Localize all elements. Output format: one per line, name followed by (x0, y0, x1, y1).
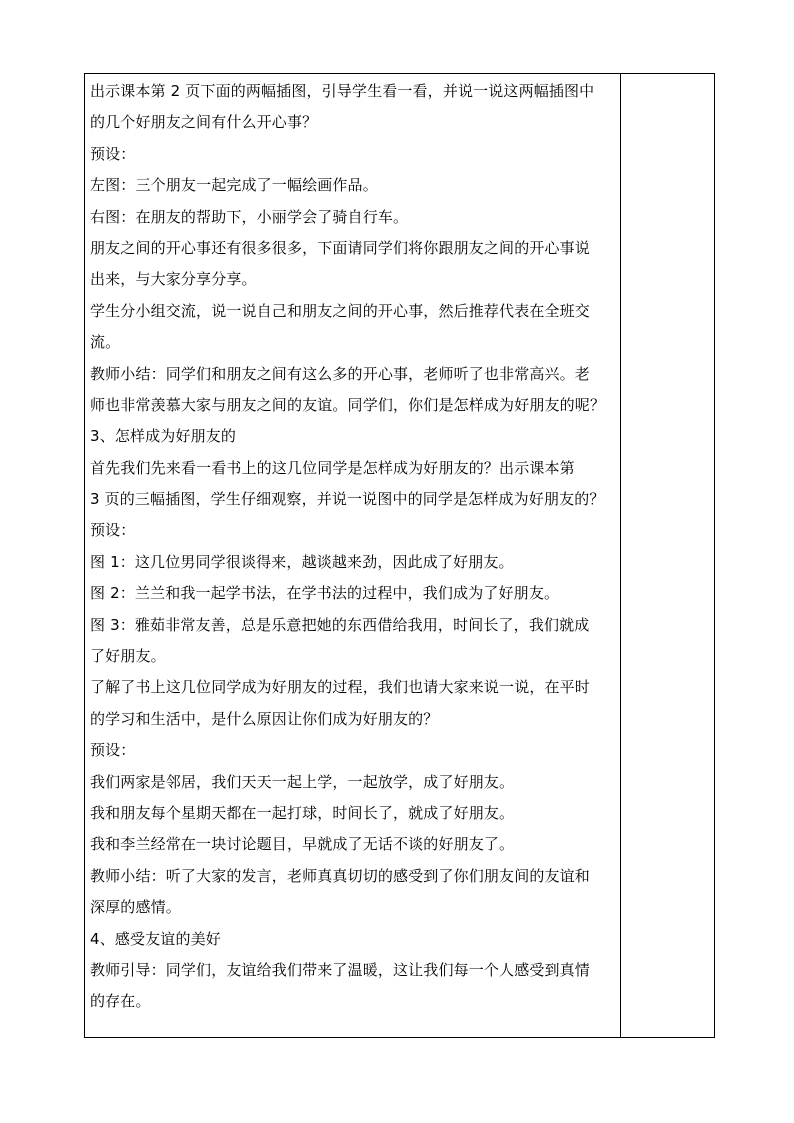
text-line: 我和朋友每个星期天都在一起打球，时间长了，就成了好朋友。 (90, 803, 515, 822)
text-line: 图 3：雅茹非常友善，总是乐意把她的东西借给我用，时间长了，我们就成 (90, 615, 590, 634)
text-line: 出示课本第 2 页下面的两幅插图，引导学生看一看，并说一说这两幅插图中 (90, 82, 595, 100)
text-line: 了好朋友。 (90, 647, 166, 666)
text-line: 教师小结：同学们和朋友之间有这么多的开心事，老师听了也非常高兴。老 (90, 364, 590, 383)
text-line: 教师小结：听了大家的发言，老师真真切切的感受到了你们朋友间的友谊和 (90, 866, 590, 885)
text-line: 朋友之间的开心事还有很多很多，下面请同学们将你跟朋友之间的开心事说 (90, 238, 590, 257)
text-line: 的学习和生活中，是什么原因让你们成为好朋友的？ (90, 709, 439, 728)
text-line: 的存在。 (90, 992, 151, 1011)
section-heading: 3、怎样成为好朋友的 (90, 427, 237, 446)
text-line: 预设： (90, 521, 136, 540)
text-line: 右图：在朋友的帮助下，小丽学会了骑自行车。 (90, 207, 409, 226)
lesson-table (84, 73, 715, 1038)
text-line: 学生分小组交流，说一说自己和朋友之间的开心事，然后推荐代表在全班交 (90, 301, 590, 320)
lesson-content-cell (90, 76, 618, 1018)
text-line: 深厚的感情。 (90, 898, 181, 917)
text-line: 教师引导：同学们，友谊给我们带来了温暖，这让我们每一个人感受到真情 (90, 960, 590, 979)
text-line: 预设： (90, 741, 136, 760)
text-line: 首先我们先来看一看书上的这几位同学是怎样成为好朋友的？出示课本第 (90, 458, 575, 477)
text-line: 图 1：这几位男同学很谈得来，越谈越来劲，因此成了好朋友。 (90, 552, 514, 571)
text-line: 我们两家是邻居，我们天天一起上学，一起放学，成了好朋友。 (90, 772, 515, 791)
text-line: 师也非常羡慕大家与朋友之间的友谊。同学们，你们是怎样成为好朋友的呢？ (90, 395, 606, 414)
text-line: 的几个好朋友之间有什么开心事？ (90, 113, 318, 132)
text-line: 图 2：兰兰和我一起学书法，在学书法的过程中，我们成为了好朋友。 (90, 584, 560, 603)
text-line: 预设： (90, 144, 136, 163)
text-line: 我和李兰经常在一块讨论题目，早就成了无话不谈的好朋友了。 (90, 835, 515, 854)
section-heading: 4、感受友谊的美好 (90, 929, 221, 948)
text-line: 出来，与大家分享分享。 (90, 270, 257, 289)
text-line: 了解了书上这几位同学成为好朋友的过程，我们也请大家来说一说，在平时 (90, 678, 590, 697)
text-line: 流。 (90, 333, 121, 352)
notes-column-cell (621, 74, 715, 1037)
text-line: 3 页的三幅插图，学生仔细观察，并说一说图中的同学是怎样成为好朋友的？ (90, 490, 605, 509)
text-line: 左图：三个朋友一起完成了一幅绘画作品。 (90, 176, 378, 195)
